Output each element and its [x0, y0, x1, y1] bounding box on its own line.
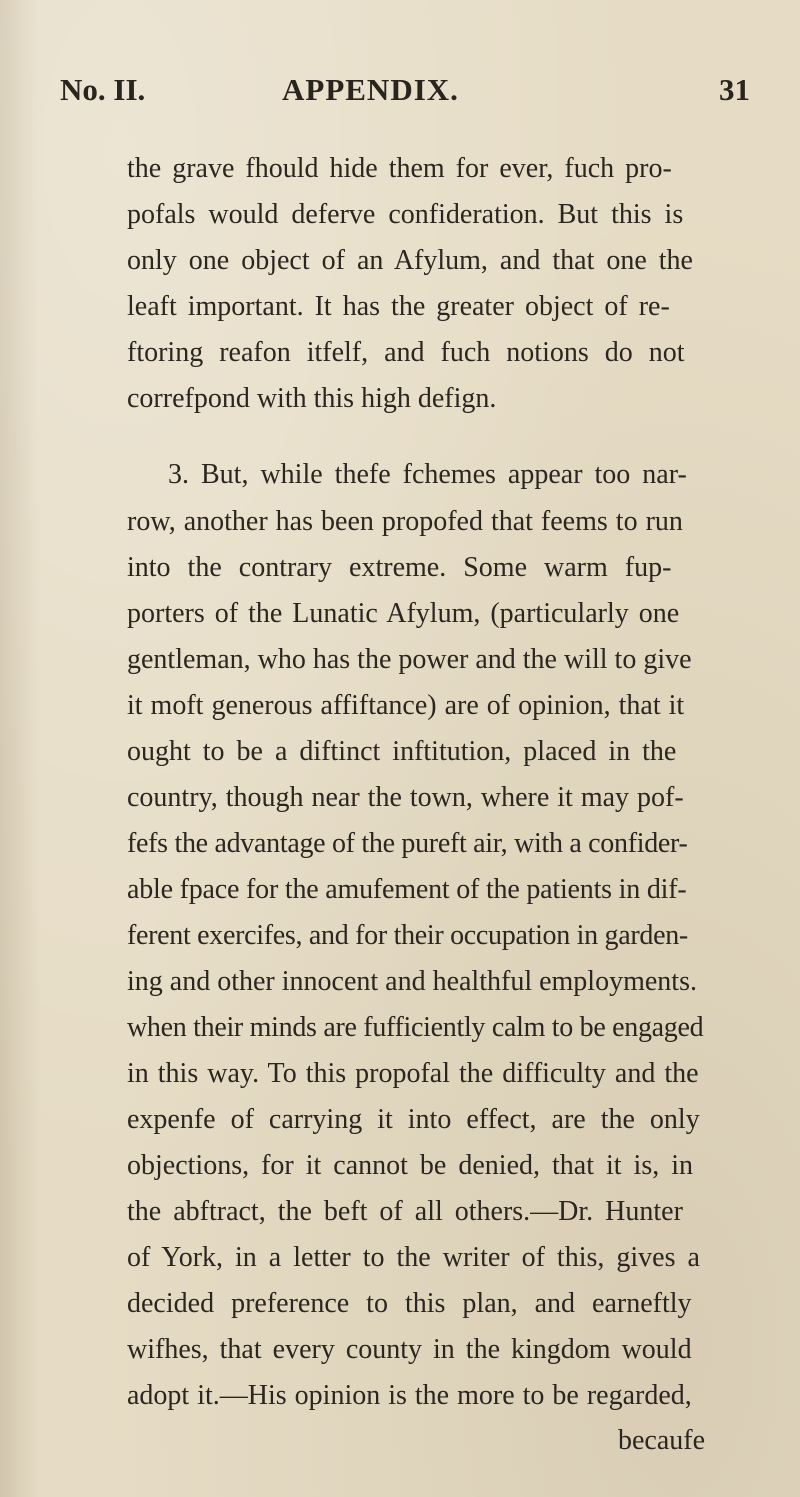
text-line: country, though near the town, where it may pof- — [127, 782, 684, 813]
text-line: 3. But, while thefe fchemes appear too nar- — [168, 459, 687, 490]
text-line: ftoring reafon itfelf, and fuch notions do not — [127, 337, 685, 368]
text-line: ought to be a diftinct inftitution, placed in the — [127, 736, 677, 767]
text-line: decided preference to this plan, and earneftly — [127, 1288, 692, 1319]
text-line: into the contrary extreme. Some warm fup- — [127, 552, 672, 583]
text-line: pofals would deferve confideration. But this is — [127, 199, 684, 230]
text-line: gentleman, who has the power and the will to give — [127, 644, 692, 675]
text-line: it moft generous affiftance) are of opinion, that it — [127, 690, 685, 721]
text-line: ing and other innocent and healthful employments. — [127, 966, 697, 997]
text-line: porters of the Lunatic Afylum, (particularly one — [127, 598, 680, 629]
text-line: row, another has been propofed that feems to run — [127, 506, 683, 537]
text-line: in this way. To this propofal the difficulty and the — [127, 1058, 699, 1089]
page-number: 31 — [719, 72, 750, 107]
text-line: able fpace for the amufement of the patients in dif- — [127, 874, 687, 905]
text-line: leaft important. It has the greater object of re- — [127, 291, 670, 322]
catchword: becaufe — [618, 1425, 706, 1456]
text-line: ferent exercifes, and for their occupation in garden- — [127, 920, 688, 951]
section-title: APPENDIX. — [282, 72, 459, 107]
text-line: expenfe of carrying it into effect, are the only — [127, 1104, 700, 1135]
text-line: objections, for it cannot be denied, that it is, in — [127, 1150, 693, 1181]
running-head — [60, 72, 760, 112]
text-line: when their minds are fufficiently calm to be engaged — [127, 1012, 704, 1043]
text-line: fefs the advantage of the pureft air, with a confider- — [127, 828, 688, 859]
text-line: adopt it.—His opinion is the more to be regarded, — [127, 1380, 692, 1411]
text-line: the grave fhould hide them for ever, fuch pro- — [127, 153, 672, 184]
section-number: No. II. — [60, 72, 146, 107]
text-line: of York, in a letter to the writer of this, gives a — [127, 1242, 700, 1273]
text-line: the abftract, the beft of all others.—Dr. Hunter — [127, 1196, 683, 1227]
text-line: correfpond with this high defign. — [127, 383, 497, 414]
text-line: only one object of an Afylum, and that one the — [127, 245, 693, 276]
text-line: wifhes, that every county in the kingdom would — [127, 1334, 692, 1365]
